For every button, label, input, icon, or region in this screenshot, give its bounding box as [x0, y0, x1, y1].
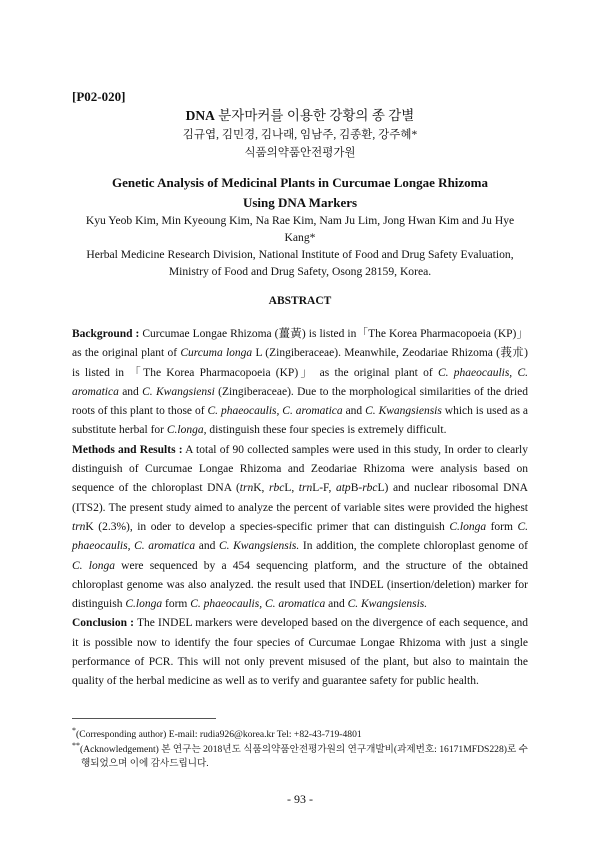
species-name: C.longa, — [166, 424, 207, 437]
methods-paragraph — [72, 441, 528, 615]
korean-authors: 김규엽, 김민경, 김나래, 임남주, 김종환, 강주혜* — [182, 129, 418, 141]
text-run: were sequenced by a 454 sequencing platform, and the structure of the obtained chloroplast genome was also analyzed. the result used that INDEL (insertion/deletion) marker for distinguish — [72, 559, 528, 611]
footnote-ack-line1 — [72, 739, 532, 757]
species-name: C. Kwangsiensis. — [347, 598, 428, 611]
text-run: B- — [350, 482, 363, 495]
text-run: and — [325, 598, 348, 611]
text-run: L (Zingiberaceae). Meanwhile, Zeodariae Rhizoma (莪朮) is listed in 「The Korea Pharmacopoeia (KP)」 as the original plant of — [72, 347, 528, 379]
english-title-line1: Genetic Analysis of Medicinal Plants in Curcumae Longae Rhizoma — [111, 175, 489, 190]
species-name: C. phaeocaulis, C. aromatica — [207, 405, 343, 418]
text-run: A total of 90 collected samples were used in this study, In order to clearly distinguish of Curcumae Longae Rhizoma and Zeodariae Rhizoma were analysis based on sequence of the chloroplast DNA ( — [72, 443, 528, 495]
species-name: C.longa — [449, 520, 487, 533]
text-run: In addition, the complete chloroplast genome of — [299, 540, 529, 553]
footnote-divider — [72, 718, 216, 719]
species-name: C. phaeocaulis, C. aromatica — [72, 366, 528, 398]
gene-name: trn — [239, 482, 254, 495]
species-name: C.longa — [125, 598, 163, 611]
text-run: which is used as a substitute herbal for — [72, 405, 529, 437]
conclusion-label: Conclusion : — [72, 617, 134, 630]
footnote-text: (Acknowledgement) 본 연구는 2018년도 식품의약품안전평가원의 연구개발비(과제번호: 16171MFDS228)로 수 — [80, 744, 528, 756]
text-run: and — [118, 385, 143, 398]
gene-name: rbc — [268, 482, 285, 495]
text-run: (Zingiberaceae). Due to the morphological similarities of the dried roots of this plant to those of — [72, 385, 528, 418]
methods-label: Methods and Results : — [72, 443, 183, 456]
korean-affiliation: 식품의약품안전평가원 — [244, 147, 356, 159]
footnote-acknowledgement — [72, 739, 532, 771]
poster-code: [P02-020] — [72, 89, 126, 104]
text-run: L-F, — [312, 482, 336, 495]
footnote-mark: * — [72, 726, 76, 735]
text-run: distinguish these four species is extremely difficult. — [206, 424, 447, 437]
species-name: C. phaeocaulis, C. aromatica — [190, 598, 326, 611]
text-run: L) and nuclear ribosomal DNA (ITS2). The present study aimed to analyze the percent of variable sites were provided the highest — [72, 482, 528, 514]
gene-name: rbc — [362, 482, 378, 495]
english-title — [80, 173, 520, 213]
footnote-text: (Corresponding author) E-mail: rudia926@korea.kr Tel: +82-43-719-4801 — [76, 729, 362, 741]
species-name: C. Kwangsiensis. — [218, 540, 300, 553]
background-paragraph — [72, 325, 528, 441]
korean-title-rest: 분자마커를 이용한 강황의 종 감별 — [214, 108, 415, 123]
text-run: K, — [253, 482, 269, 495]
conclusion-paragraph — [72, 614, 528, 691]
text-run: K (2.3%), in oder to develop a species-specific primer that can distinguish — [85, 520, 450, 533]
text-run: Curcumae Longae Rhizoma (薑黃) is listed in「The Korea Pharmacopoeia (KP)」 as the original plant of — [72, 328, 528, 360]
species-name: C. Kwangsiensis — [365, 405, 442, 418]
text-run: form — [486, 520, 518, 533]
footnote-ack-line2: 행되었으며 이에 감사드립니다. — [81, 758, 209, 770]
page-number: - 93 - — [287, 792, 313, 806]
english-affiliation: Herbal Medicine Research Division, National Institute of Food and Drug Safety Evaluation, Ministry of Food and Drug Safety, Osong 28159, Korea. — [86, 248, 514, 278]
text-run: L, — [284, 482, 299, 495]
abstract-heading: ABSTRACT — [268, 295, 332, 307]
abstract-body — [72, 325, 528, 692]
species-name: C. phaeocaulis, C. aromatica — [72, 520, 529, 553]
text-run: and — [342, 405, 366, 418]
english-title-line2: Using DNA Markers — [242, 195, 358, 210]
english-authors: Kyu Yeob Kim, Min Kyeoung Kim, Na Rae Kim, Nam Ju Lim, Jong Hwan Kim and Ju Hye Kang* — [85, 214, 515, 244]
text-run: form — [162, 598, 191, 611]
footnote-mark: ** — [72, 741, 80, 750]
gene-name: trn — [72, 520, 86, 533]
species-name: C. longa — [72, 559, 115, 572]
gene-name: trn — [298, 482, 313, 495]
text-run: The INDEL markers were developed based on the divergence of each sequence, and it is possible now to identify the four species of Curcumae Longae Rhizoma with just a single performance of PCR. This will not only prevent misused of the plant, but also to maintain the quality of the herbal medicine as well as to verify and guarantee safety for public health. — [72, 617, 528, 688]
species-name: Curcuma longa — [180, 347, 253, 360]
background-label: Background : — [72, 328, 140, 340]
text-run: and — [195, 540, 219, 553]
species-name: C. Kwangsiensi — [142, 385, 215, 398]
gene-name: atp — [335, 482, 351, 495]
korean-title — [0, 104, 600, 124]
korean-title-dna: DNA — [185, 108, 215, 123]
